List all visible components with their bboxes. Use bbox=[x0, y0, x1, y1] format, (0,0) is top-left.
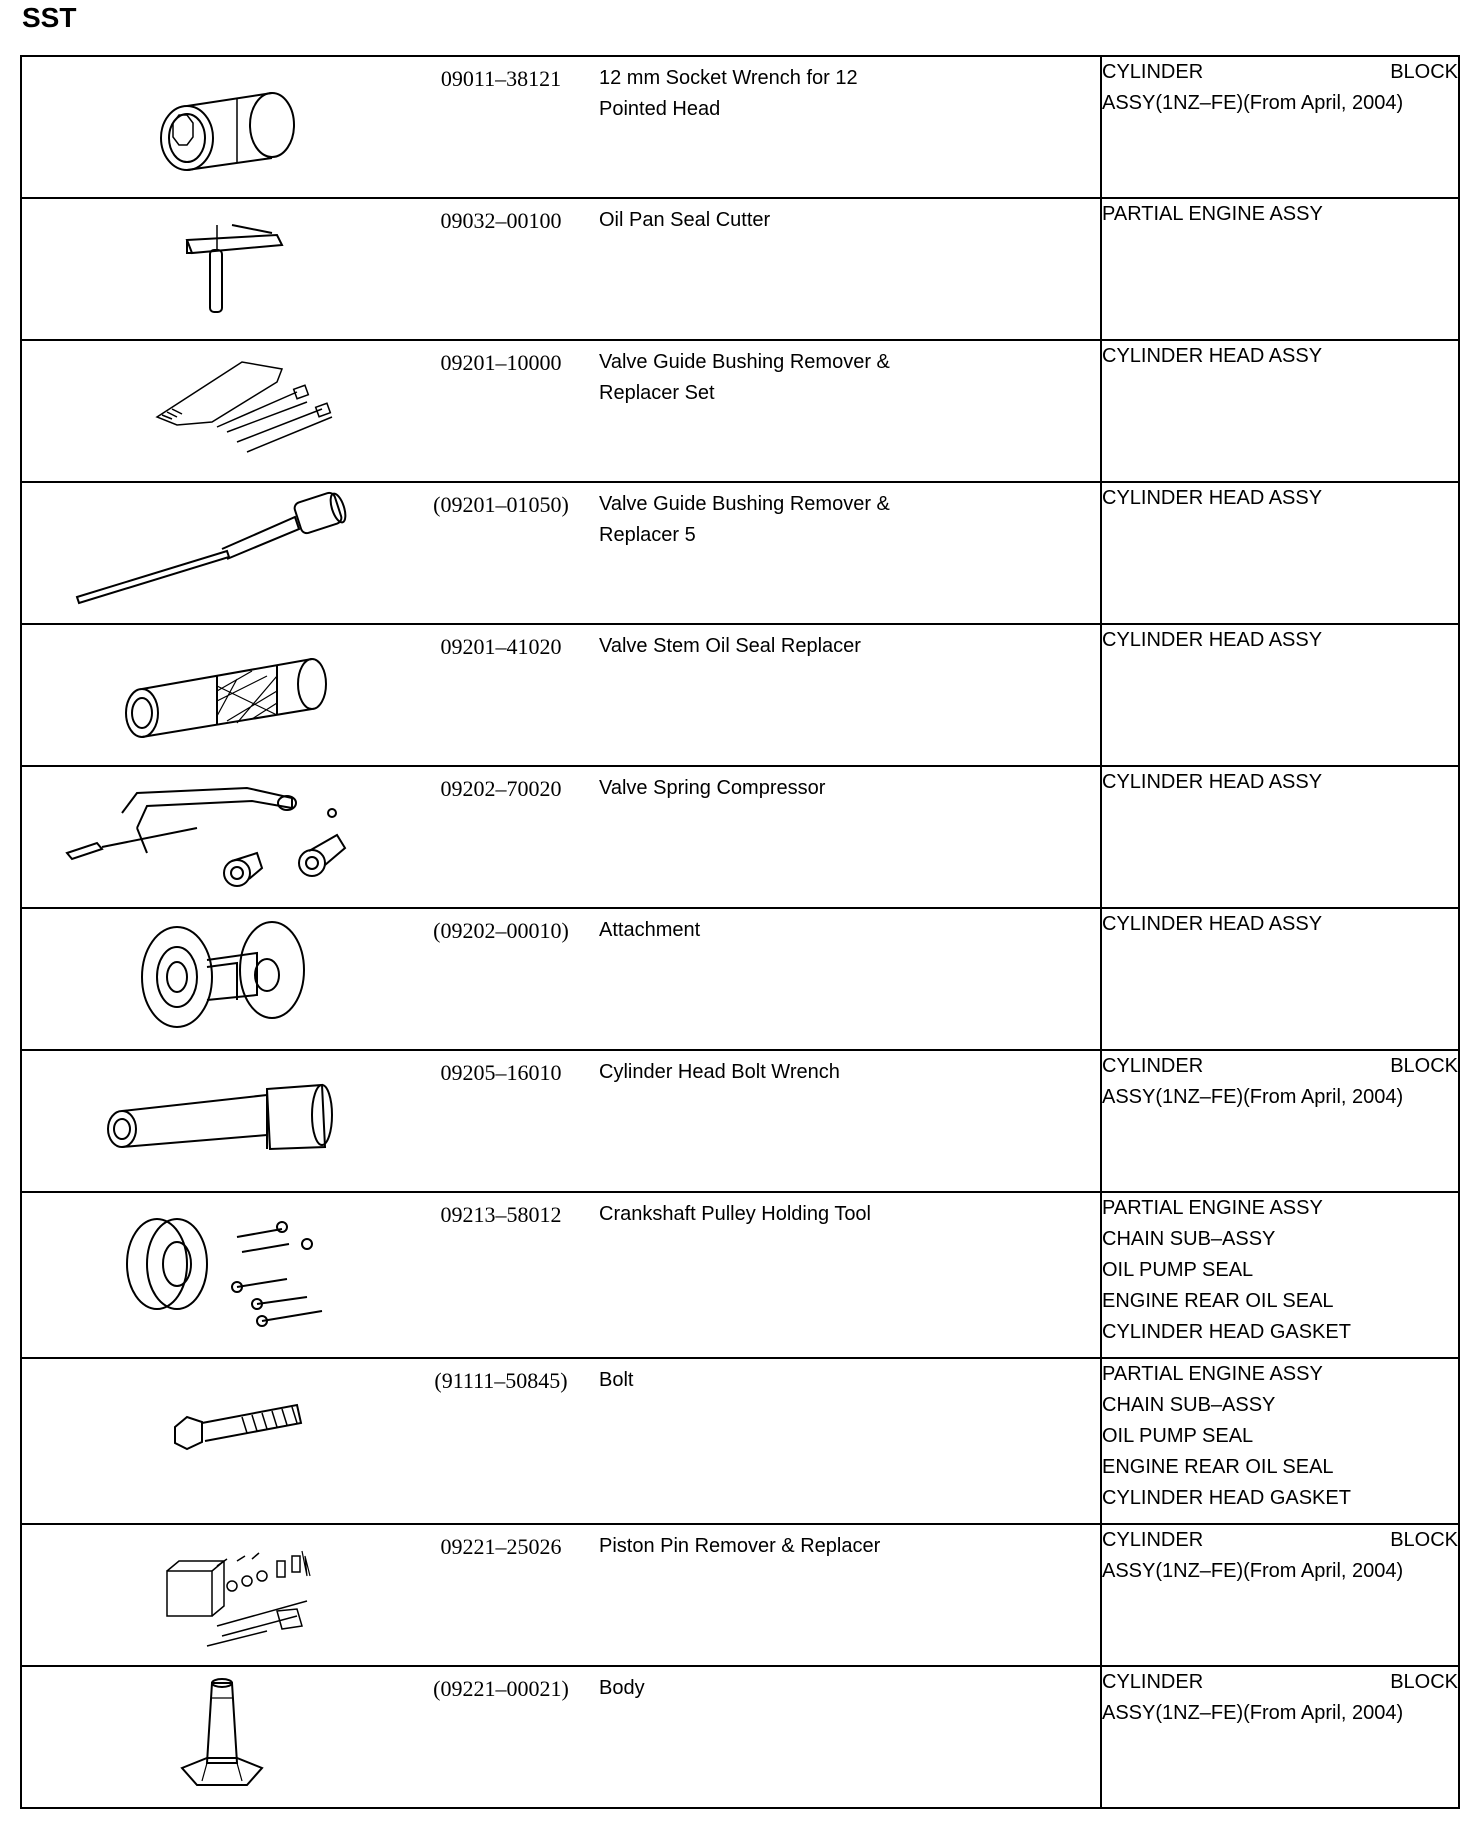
usage-line: PARTIAL ENGINE ASSY bbox=[1102, 203, 1323, 225]
tool-name: Valve Guide Bushing Remover & Replacer Set bbox=[599, 351, 890, 404]
table-row bbox=[21, 1524, 1459, 1666]
usage-cell bbox=[1101, 1358, 1459, 1524]
description-cell bbox=[411, 624, 1101, 766]
part-number: 09032–00100 bbox=[440, 208, 562, 233]
tool-image-cell bbox=[21, 482, 411, 624]
table-row bbox=[21, 340, 1459, 482]
usage-line: CYLINDER BLOCK bbox=[1102, 1671, 1458, 1693]
tool-body-icon bbox=[67, 1673, 367, 1793]
usage-cell bbox=[1101, 482, 1459, 624]
part-number: 09221–25026 bbox=[440, 1534, 562, 1559]
bushing-set-icon bbox=[67, 347, 367, 467]
description-cell bbox=[411, 908, 1101, 1050]
table-row bbox=[21, 198, 1459, 340]
description-cell bbox=[411, 1666, 1101, 1808]
table-row bbox=[21, 1358, 1459, 1524]
socket-wrench-icon bbox=[67, 63, 367, 183]
usage-cell bbox=[1101, 198, 1459, 340]
part-number: 09011–38121 bbox=[440, 66, 562, 91]
tool-image-cell bbox=[21, 624, 411, 766]
description-cell bbox=[411, 482, 1101, 624]
usage-line: ASSY(1NZ–FE)(From April, 2004) bbox=[1102, 1086, 1404, 1108]
part-number: (09221–00021) bbox=[433, 1676, 569, 1701]
table-row bbox=[21, 766, 1459, 908]
description-cell bbox=[411, 1358, 1101, 1524]
tool-name: Attachment bbox=[599, 919, 701, 941]
usage-line: CHAIN SUB–ASSY bbox=[1102, 1394, 1276, 1416]
tool-image-cell bbox=[21, 1050, 411, 1192]
usage-line: CYLINDER BLOCK bbox=[1102, 1529, 1458, 1551]
usage-line: CYLINDER HEAD ASSY bbox=[1102, 629, 1323, 651]
tool-image-cell bbox=[21, 1524, 411, 1666]
bushing-remover-icon bbox=[47, 489, 387, 609]
tool-image-cell bbox=[21, 1192, 411, 1358]
table-row bbox=[21, 624, 1459, 766]
pulley-holder-icon bbox=[67, 1199, 367, 1329]
tool-name: Bolt bbox=[599, 1369, 634, 1391]
tool-image-cell bbox=[21, 766, 411, 908]
spring-compressor-icon bbox=[47, 773, 387, 893]
usage-cell bbox=[1101, 56, 1459, 198]
usage-cell bbox=[1101, 340, 1459, 482]
bolt-icon bbox=[67, 1365, 367, 1495]
usage-line: CYLINDER HEAD ASSY bbox=[1102, 487, 1323, 509]
tool-image-cell bbox=[21, 56, 411, 198]
usage-line: CYLINDER HEAD GASKET bbox=[1102, 1487, 1351, 1509]
tool-name: Piston Pin Remover & Replacer bbox=[599, 1535, 881, 1557]
tool-image-cell bbox=[21, 340, 411, 482]
part-number: 09205–16010 bbox=[440, 1060, 562, 1085]
tool-name: Crankshaft Pulley Holding Tool bbox=[599, 1203, 872, 1225]
usage-line: ENGINE REAR OIL SEAL bbox=[1102, 1290, 1334, 1312]
table-row bbox=[21, 482, 1459, 624]
sst-table bbox=[20, 55, 1460, 1809]
usage-line: CYLINDER BLOCK bbox=[1102, 61, 1458, 83]
description-cell bbox=[411, 766, 1101, 908]
part-number: 09213–58012 bbox=[440, 1202, 562, 1227]
part-number: 09201–41020 bbox=[440, 634, 562, 659]
tool-name: 12 mm Socket Wrench for 12 Pointed Head bbox=[599, 67, 858, 120]
table-row bbox=[21, 1192, 1459, 1358]
page-heading: SST bbox=[22, 2, 77, 33]
part-number: (09201–01050) bbox=[433, 492, 569, 517]
part-number: 09202–70020 bbox=[440, 776, 562, 801]
part-number: 09201–10000 bbox=[440, 350, 562, 375]
usage-line: ASSY(1NZ–FE)(From April, 2004) bbox=[1102, 1702, 1404, 1724]
table-row bbox=[21, 908, 1459, 1050]
description-cell bbox=[411, 1192, 1101, 1358]
tool-name: Oil Pan Seal Cutter bbox=[599, 209, 771, 231]
table-row bbox=[21, 1050, 1459, 1192]
part-number: (09202–00010) bbox=[433, 918, 569, 943]
tool-name: Valve Spring Compressor bbox=[599, 777, 826, 799]
seal-replacer-icon bbox=[67, 631, 367, 751]
usage-line: ASSY(1NZ–FE)(From April, 2004) bbox=[1102, 92, 1404, 114]
usage-cell bbox=[1101, 908, 1459, 1050]
description-cell bbox=[411, 340, 1101, 482]
tool-image-cell bbox=[21, 908, 411, 1050]
description-cell bbox=[411, 1524, 1101, 1666]
usage-cell bbox=[1101, 766, 1459, 908]
usage-cell bbox=[1101, 1050, 1459, 1192]
usage-line: ASSY(1NZ–FE)(From April, 2004) bbox=[1102, 1560, 1404, 1582]
usage-line: CHAIN SUB–ASSY bbox=[1102, 1228, 1276, 1250]
tool-name: Cylinder Head Bolt Wrench bbox=[599, 1061, 840, 1083]
seal-cutter-icon bbox=[67, 205, 367, 325]
part-number: (91111–50845) bbox=[434, 1368, 568, 1393]
usage-line: OIL PUMP SEAL bbox=[1102, 1425, 1254, 1447]
tool-name: Valve Stem Oil Seal Replacer bbox=[599, 635, 861, 657]
usage-cell bbox=[1101, 1192, 1459, 1358]
piston-pin-tool-icon bbox=[67, 1531, 367, 1651]
usage-cell bbox=[1101, 1524, 1459, 1666]
description-cell bbox=[411, 198, 1101, 340]
description-cell bbox=[411, 56, 1101, 198]
usage-line: CYLINDER HEAD ASSY bbox=[1102, 771, 1323, 793]
bolt-wrench-icon bbox=[67, 1057, 367, 1177]
table-row bbox=[21, 56, 1459, 198]
usage-line: CYLINDER HEAD ASSY bbox=[1102, 345, 1323, 367]
usage-line: PARTIAL ENGINE ASSY bbox=[1102, 1363, 1323, 1385]
tool-name: Valve Guide Bushing Remover & Replacer 5 bbox=[599, 493, 890, 546]
usage-cell bbox=[1101, 1666, 1459, 1808]
tool-image-cell bbox=[21, 1666, 411, 1808]
usage-line: ENGINE REAR OIL SEAL bbox=[1102, 1456, 1334, 1478]
usage-line: CYLINDER BLOCK bbox=[1102, 1055, 1458, 1077]
description-cell bbox=[411, 1050, 1101, 1192]
usage-line: OIL PUMP SEAL bbox=[1102, 1259, 1254, 1281]
tool-image-cell bbox=[21, 198, 411, 340]
table-row bbox=[21, 1666, 1459, 1808]
usage-line: CYLINDER HEAD GASKET bbox=[1102, 1321, 1351, 1343]
attachment-icon bbox=[67, 915, 367, 1035]
usage-line: CYLINDER HEAD ASSY bbox=[1102, 913, 1323, 935]
tool-image-cell bbox=[21, 1358, 411, 1524]
usage-cell bbox=[1101, 624, 1459, 766]
usage-line: PARTIAL ENGINE ASSY bbox=[1102, 1197, 1323, 1219]
tool-name: Body bbox=[599, 1677, 645, 1699]
